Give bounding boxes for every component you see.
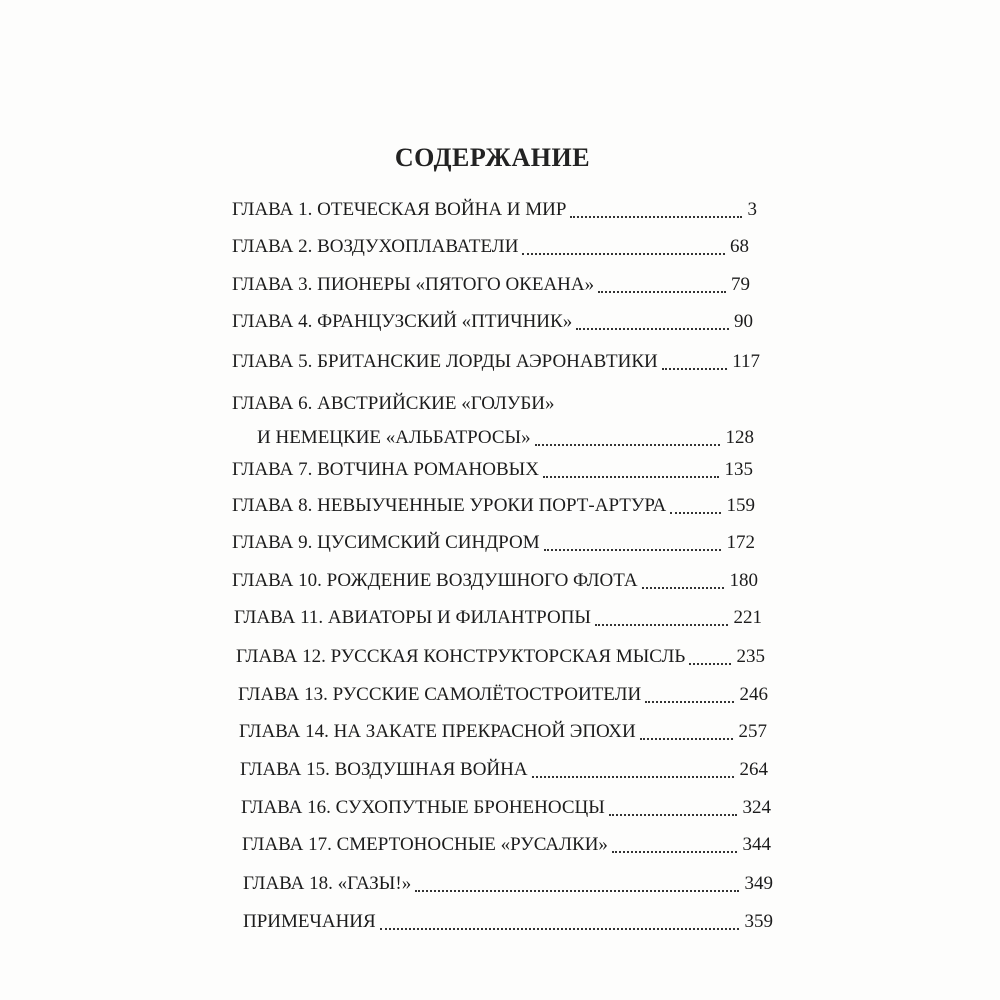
toc-dot-leader — [642, 587, 724, 589]
toc-entry — [0, 273, 1000, 297]
toc-entry — [0, 910, 1000, 934]
toc-page-number: 128 — [725, 427, 754, 448]
toc-entry-title: ГЛАВА 14. НА ЗАКАТЕ ПРЕКРАСНОЙ ЭПОХИ — [239, 721, 636, 742]
toc-page-number: 117 — [732, 351, 760, 372]
toc-entry-title: ГЛАВА 15. ВОЗДУШНАЯ ВОЙНА — [240, 759, 528, 780]
toc-entry — [0, 198, 1000, 222]
toc-page-number: 79 — [731, 274, 750, 295]
toc-entry — [0, 350, 1000, 374]
toc-entry — [0, 235, 1000, 259]
toc-page-number: 264 — [739, 759, 768, 780]
toc-entry-title: ГЛАВА 2. ВОЗДУХОПЛАВАТЕЛИ — [232, 236, 519, 257]
toc-entry-title: ГЛАВА 3. ПИОНЕРЫ «ПЯТОГО ОКЕАНА» — [232, 274, 595, 295]
toc-dot-leader — [612, 851, 737, 853]
toc-dot-leader — [532, 776, 734, 778]
toc-entry-title: ПРИМЕЧАНИЯ — [243, 911, 376, 932]
toc-entry — [0, 720, 1000, 744]
toc-entry — [0, 683, 1000, 707]
toc-entry — [0, 392, 1000, 450]
toc-dot-leader — [670, 512, 721, 514]
toc-page-number: 3 — [747, 199, 757, 220]
toc-dot-leader — [570, 216, 742, 218]
toc-page-number: 135 — [724, 459, 753, 480]
toc-entry-title: ГЛАВА 16. СУХОПУТНЫЕ БРОНЕНОСЦЫ — [241, 797, 605, 818]
toc-page-number: 235 — [736, 646, 765, 667]
toc-page-number: 324 — [742, 797, 771, 818]
toc-dot-leader — [535, 444, 720, 446]
toc-entry — [0, 458, 1000, 482]
toc-dot-leader — [380, 928, 739, 930]
toc-entry-title: ГЛАВА 13. РУССКИЕ САМОЛЁТОСТРОИТЕЛИ — [238, 684, 642, 705]
toc-entry-title: ГЛАВА 12. РУССКАЯ КОНСТРУКТОРСКАЯ МЫСЛЬ — [236, 646, 686, 667]
toc-page-number: 180 — [729, 570, 758, 591]
toc-page-number: 344 — [742, 834, 771, 855]
toc-entry-title: ГЛАВА 10. РОЖДЕНИЕ ВОЗДУШНОГО ФЛОТА — [232, 570, 638, 591]
toc-entry — [0, 758, 1000, 782]
toc-entry-title: ГЛАВА 11. АВИАТОРЫ И ФИЛАНТРОПЫ — [234, 607, 591, 628]
toc-page-number: 246 — [739, 684, 768, 705]
toc-page-number: 359 — [744, 911, 773, 932]
toc-dot-leader — [598, 291, 726, 293]
contents-title: СОДЕРЖАНИЕ — [394, 143, 591, 172]
toc-dot-leader — [689, 663, 731, 665]
toc-entry-title: ГЛАВА 4. ФРАНЦУЗСКИЙ «ПТИЧНИК» — [232, 311, 573, 332]
toc-entry-title: ГЛАВА 8. НЕВЫУЧЕННЫЕ УРОКИ ПОРТ-АРТУРА — [232, 495, 667, 516]
toc-entry — [0, 872, 1000, 896]
toc-dot-leader — [415, 890, 739, 892]
toc-page-number: 257 — [738, 721, 767, 742]
toc-dot-leader — [662, 368, 727, 370]
toc-entry — [0, 833, 1000, 857]
toc-page-number: 159 — [726, 495, 755, 516]
toc-dot-leader — [543, 476, 719, 478]
toc-entry — [0, 569, 1000, 593]
toc-dot-leader — [595, 624, 728, 626]
toc-entry-title: ГЛАВА 7. ВОТЧИНА РОМАНОВЫХ — [232, 459, 539, 480]
toc-dot-leader — [609, 814, 737, 816]
toc-dot-leader — [544, 549, 721, 551]
toc-entry — [0, 310, 1000, 334]
toc-entry-title: ГЛАВА 18. «ГАЗЫ!» — [243, 873, 412, 894]
toc-entry-title: ГЛАВА 1. ОТЕЧЕСКАЯ ВОЙНА И МИР — [232, 199, 567, 220]
toc-dot-leader — [645, 701, 734, 703]
toc-entry — [0, 796, 1000, 820]
toc-entry-title: ГЛАВА 5. БРИТАНСКИЕ ЛОРДЫ АЭРОНАВТИКИ — [232, 351, 658, 372]
toc-entry-title-continued: И НЕМЕЦКИЕ «АЛЬБАТРОСЫ» — [257, 427, 531, 448]
toc-page-number: 349 — [744, 873, 773, 894]
toc-entry — [0, 606, 1000, 630]
toc-page-number: 68 — [730, 236, 749, 257]
toc-entry — [0, 645, 1000, 669]
toc-dot-leader — [576, 328, 729, 330]
toc-page-number: 90 — [734, 311, 753, 332]
toc-entry-title: ГЛАВА 17. СМЕРТОНОСНЫЕ «РУСАЛКИ» — [242, 834, 608, 855]
toc-dot-leader — [522, 253, 725, 255]
toc-page-number: 221 — [733, 607, 762, 628]
toc-dot-leader — [640, 738, 733, 740]
toc-entry-title: ГЛАВА 6. АВСТРИЙСКИЕ «ГОЛУБИ» — [232, 393, 555, 414]
toc-entry-title: ГЛАВА 9. ЦУСИМСКИЙ СИНДРОМ — [232, 532, 540, 553]
toc-page-number: 172 — [726, 532, 755, 553]
toc-entry — [0, 494, 1000, 518]
toc-entry — [0, 531, 1000, 555]
